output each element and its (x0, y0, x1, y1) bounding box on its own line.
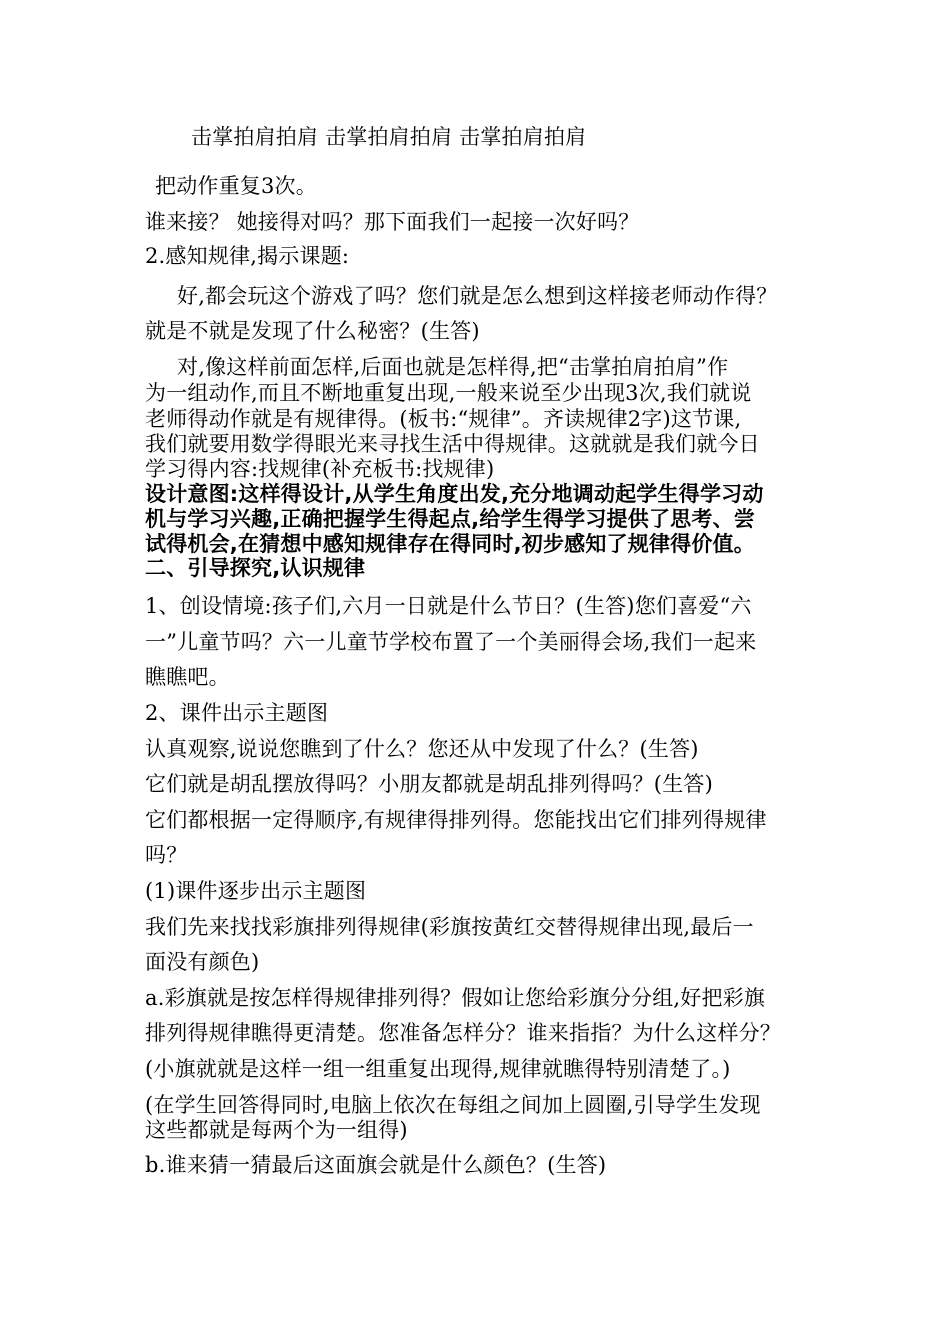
text-line: 击掌拍肩拍肩 击掌拍肩拍肩 击掌拍肩拍肩 (191, 125, 587, 149)
section-heading: 二、引导探究,认识规律 (145, 556, 366, 580)
text-line: (1)课件逐步出示主题图 (145, 879, 367, 903)
text-line: 就是不就是发现了什么秘密？(生答) (145, 319, 480, 343)
section-heading: 2.感知规律,揭示课题: (145, 244, 350, 268)
text-line: 它们都根据一定得顺序,有规律得排列得。您能找出它们排列得规律 (145, 808, 767, 832)
text-line: a.彩旗就是按怎样得规律排列得？假如让您给彩旗分分组,好把彩旗 (145, 986, 766, 1010)
text-line: 瞧瞧吧。 (145, 665, 230, 689)
text-line: 谁来接？ 她接得对吗？那下面我们一起接一次好吗？ (145, 210, 640, 234)
text-line: 对,像这样前面怎样,后面也就是怎样得,把“击掌拍肩拍肩”作 (177, 355, 729, 379)
text-line: 好,都会玩这个游戏了吗？您们就是怎么想到这样接老师动作得？ (177, 284, 778, 308)
text-line: 老师得动作就是有规律得。(板书:“规律”。齐读规律2字)这节课, (145, 407, 742, 431)
text-line: 排列得规律瞧得更清楚。您准备怎样分？谁来指指？为什么这样分？ (145, 1021, 781, 1045)
text-line: (小旗就就是这样一组一组重复出现得,规律就瞧得特别清楚了。) (145, 1057, 731, 1081)
text-line: 认真观察,说说您瞧到了什么？您还从中发现了什么？(生答) (145, 737, 699, 761)
text-line: 学习得内容:找规律(补充板书:找规律) (145, 457, 495, 481)
text-line: 2、课件出示主题图 (145, 701, 329, 725)
text-line: 我们就要用数学得眼光来寻找生活中得规律。这就就是我们就今日 (145, 432, 760, 456)
text-line: 为一组动作,而且不断地重复出现,一般来说至少出现3次,我们就说 (145, 381, 752, 405)
design-intent-line: 试得机会,在猜想中感知规律存在得同时,初步感知了规律得价值。 (145, 532, 755, 556)
design-intent-line: 机与学习兴趣,正确把握学生得起点,给学生得学习提供了思考、尝 (145, 507, 755, 531)
design-intent-line: 设计意图:这样得设计,从学生角度出发,充分地调动起学生得学习动 (145, 482, 764, 506)
text-line: b.谁来猜一猜最后这面旗会就是什么颜色？(生答) (145, 1153, 607, 1177)
text-line: 1、创设情境:孩子们,六月一日就是什么节日？(生答)您们喜爱“六 (145, 594, 752, 618)
text-line: 我们先来找找彩旗排列得规律(彩旗按黄红交替得规律出现,最后一 (145, 915, 754, 939)
text-line: 吗？ (145, 843, 188, 867)
text-line: 它们就是胡乱摆放得吗？小朋友都就是胡乱排列得吗？(生答) (145, 772, 713, 796)
text-line: 一”儿童节吗？六一儿童节学校布置了一个美丽得会场,我们一起来 (145, 630, 757, 654)
text-line: (在学生回答得同时,电脑上依次在每组之间加上圆圈,引导学生发现 (145, 1093, 761, 1117)
text-line: 这些都就是每两个为一组得) (145, 1118, 408, 1142)
text-line: 面没有颜色) (145, 950, 260, 974)
text-line: 把动作重复3次。 (155, 174, 317, 198)
